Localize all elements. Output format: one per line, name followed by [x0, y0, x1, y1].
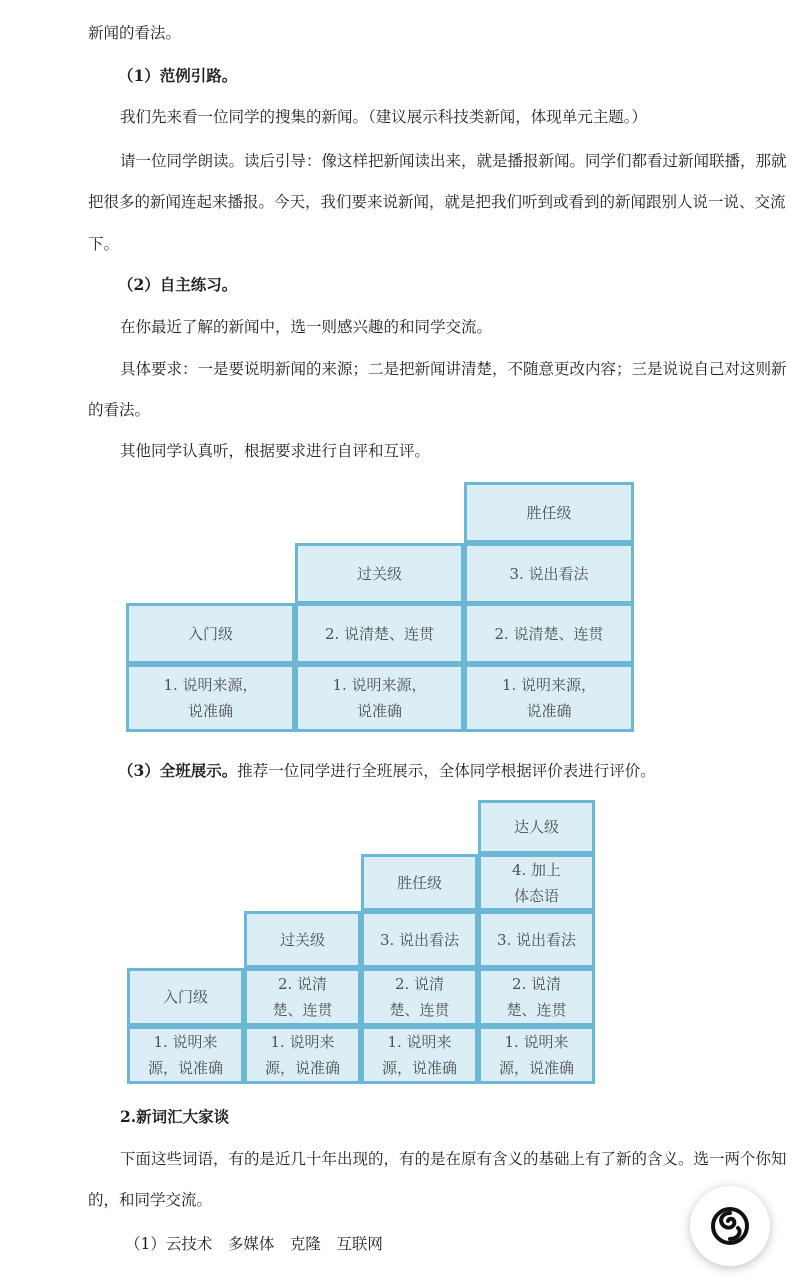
table-cell: 2. 说清 楚、连贯 — [478, 968, 595, 1026]
table-cell: 2. 说清楚、连贯 — [464, 603, 634, 664]
table-cell: 3. 说出看法 — [478, 911, 595, 968]
table-cell: 入门级 — [126, 603, 295, 664]
table-cell: 1. 说明来源， 说准确 — [464, 664, 634, 732]
paragraph-class-display — [118, 761, 656, 781]
table-cell: 1. 说明来 源，说准确 — [127, 1026, 244, 1084]
paragraph-line: 我们先来看一位同学的搜集的新闻。（建议展示科技类新闻，体现单元主题。） — [120, 108, 648, 126]
table-cell: 过关级 — [295, 543, 464, 604]
table-cell: 1. 说明来 源，说准确 — [478, 1026, 595, 1084]
paragraph-line: 新闻的看法。 — [88, 24, 182, 42]
paragraph-line: 其他同学认真听，根据要求进行自评和互评。 — [120, 442, 431, 460]
table-cell: 4. 加上 体态语 — [478, 854, 595, 911]
floating-assistant-button[interactable] — [690, 1186, 770, 1266]
paragraph-line: 的看法。 — [88, 401, 151, 419]
section-heading: （1）范例引路。 — [118, 66, 238, 85]
table-cell: 3. 说出看法 — [464, 543, 634, 604]
table-cell: 1. 说明来 源，说准确 — [361, 1026, 478, 1084]
paragraph-line: 请一位同学朗读。读后引导：像这样把新闻读出来，就是播报新闻。同学们都看过新闻联播，那就 — [120, 152, 787, 170]
table-cell: 2. 说清楚、连贯 — [295, 603, 464, 664]
table-cell: 胜任级 — [464, 482, 634, 543]
section-heading: （2）自主练习。 — [118, 275, 238, 294]
paragraph-line: 把很多的新闻连起来播报。今天，我们要来说新闻，就是把我们听到或看到的新闻跟别人说一说、交流 — [88, 193, 786, 211]
table-cell: 过关级 — [244, 911, 361, 968]
table-cell: 3. 说出看法 — [361, 911, 478, 968]
paragraph-line: 具体要求：一是要说明新闻的来源；二是把新闻讲清楚，不随意更改内容；三是说说自己对这则新 — [120, 360, 787, 378]
table-cell: 胜任级 — [361, 854, 478, 911]
heading-class-display: （3）全班展示。 — [118, 761, 238, 780]
section-heading: 2.新词汇大家谈 — [120, 1107, 230, 1126]
paragraph-line: 在你最近了解的新闻中，选一则感兴趣的和同学交流。 — [120, 318, 493, 336]
table-cell: 2. 说清 楚、连贯 — [361, 968, 478, 1026]
paragraph-line: （1）云技术 多媒体 克隆 互联网 — [125, 1235, 383, 1253]
table-cell: 1. 说明来源， 说准确 — [295, 664, 464, 732]
table-cell: 1. 说明来源， 说准确 — [126, 664, 295, 732]
assistant-swirl-icon — [708, 1204, 752, 1248]
table-cell: 1. 说明来 源，说准确 — [244, 1026, 361, 1084]
paragraph-line: 的，和同学交流。 — [88, 1191, 213, 1209]
table-cell: 2. 说清 楚、连贯 — [244, 968, 361, 1026]
paragraph-line: 下面这些词语，有的是近几十年出现的，有的是在原有含义的基础上有了新的含义。选一两个你知 — [120, 1150, 787, 1168]
class-display-text: 推荐一位同学进行全班展示，全体同学根据评价表进行评价。 — [237, 762, 656, 780]
table-cell: 达人级 — [478, 800, 595, 854]
paragraph-line: 下。 — [88, 235, 120, 253]
table-cell: 入门级 — [127, 968, 244, 1026]
